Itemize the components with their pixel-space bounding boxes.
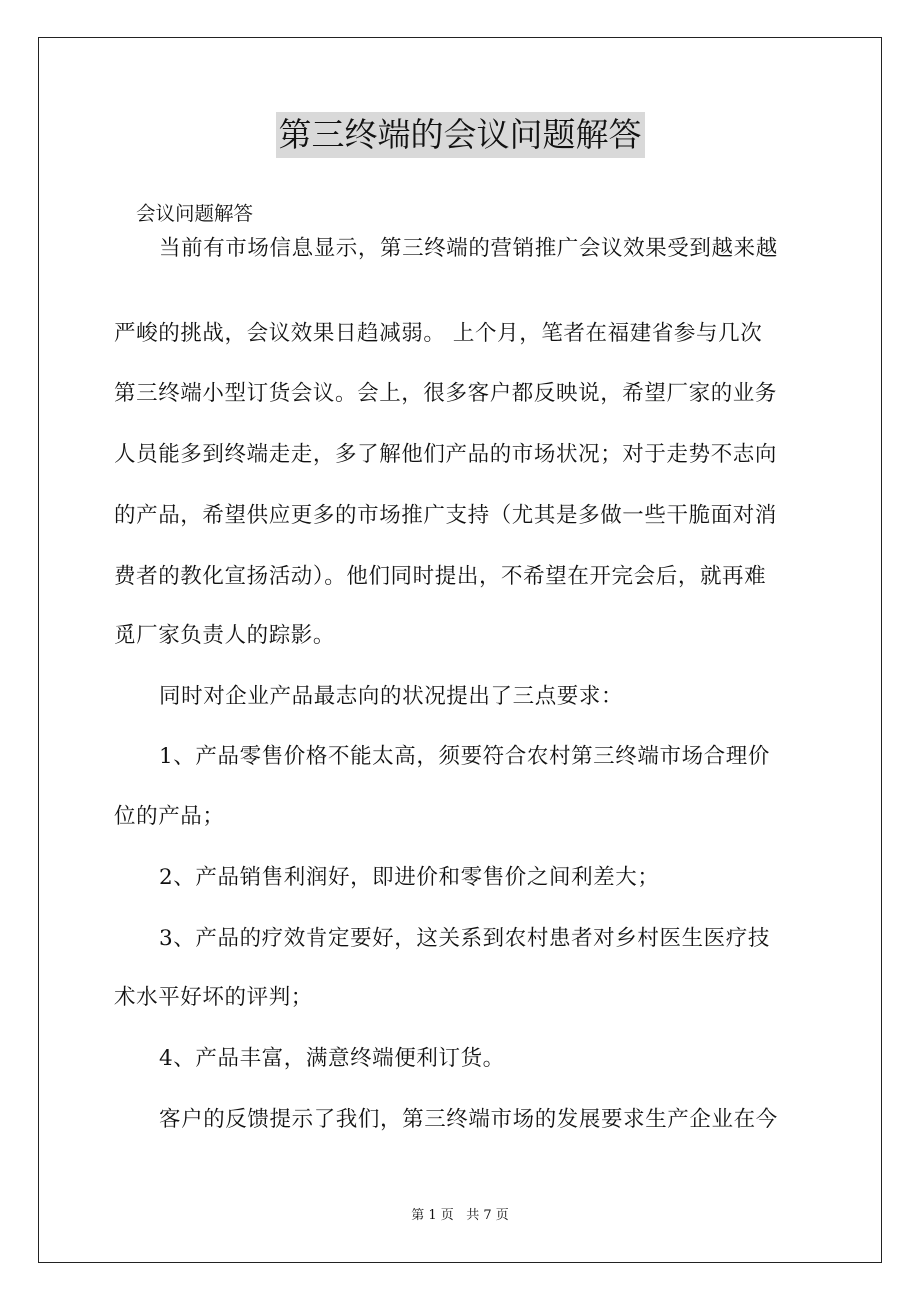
list-item-line: 位的产品； xyxy=(114,804,225,829)
list-item-line: 1、产品零售价格不能太高，须要符合农村第三终端市场合理价 xyxy=(159,744,770,769)
paragraph-line: 觅厂家负责人的踪影。 xyxy=(114,623,336,648)
list-item-line: 4、产品丰富，满意终端便利订货。 xyxy=(159,1046,505,1071)
document-title-wrap xyxy=(0,112,920,158)
list-item-line: 3、产品的疗效肯定要好，这关系到农村患者对乡村医生医疗技 xyxy=(159,926,770,951)
document-title: 第三终端的会议问题解答 xyxy=(276,112,645,158)
page-footer: 第 1 页 共 7 页 xyxy=(411,1208,509,1223)
list-item-line: 2、产品销售利润好，即进价和零售价之间利差大； xyxy=(159,865,660,890)
list-item-line: 术水平好坏的评判； xyxy=(114,985,313,1010)
paragraph-line: 同时对企业产品最志向的状况提出了三点要求： xyxy=(159,684,624,709)
paragraph-line: 的产品，希望供应更多的市场推广支持（尤其是多做一些干脆面对消 xyxy=(114,503,778,528)
paragraph-line: 费者的教化宣扬活动）。他们同时提出，不希望在开完会后，就再难 xyxy=(114,564,767,589)
document-subtitle: 会议问题解答 xyxy=(136,202,254,225)
paragraph-line: 严峻的挑战，会议效果日趋减弱。 上个月，笔者在福建省参与几次 xyxy=(114,321,763,346)
paragraph-line: 人员能多到终端走走，多了解他们产品的市场状况；对于走势不志向 xyxy=(114,442,778,467)
paragraph-line: 当前有市场信息显示，第三终端的营销推广会议效果受到越来越 xyxy=(159,236,778,261)
paragraph-line: 第三终端小型订货会议。会上，很多客户都反映说，希望厂家的业务 xyxy=(114,381,778,406)
paragraph-line: 客户的反馈提示了我们，第三终端市场的发展要求生产企业在今 xyxy=(159,1107,778,1132)
